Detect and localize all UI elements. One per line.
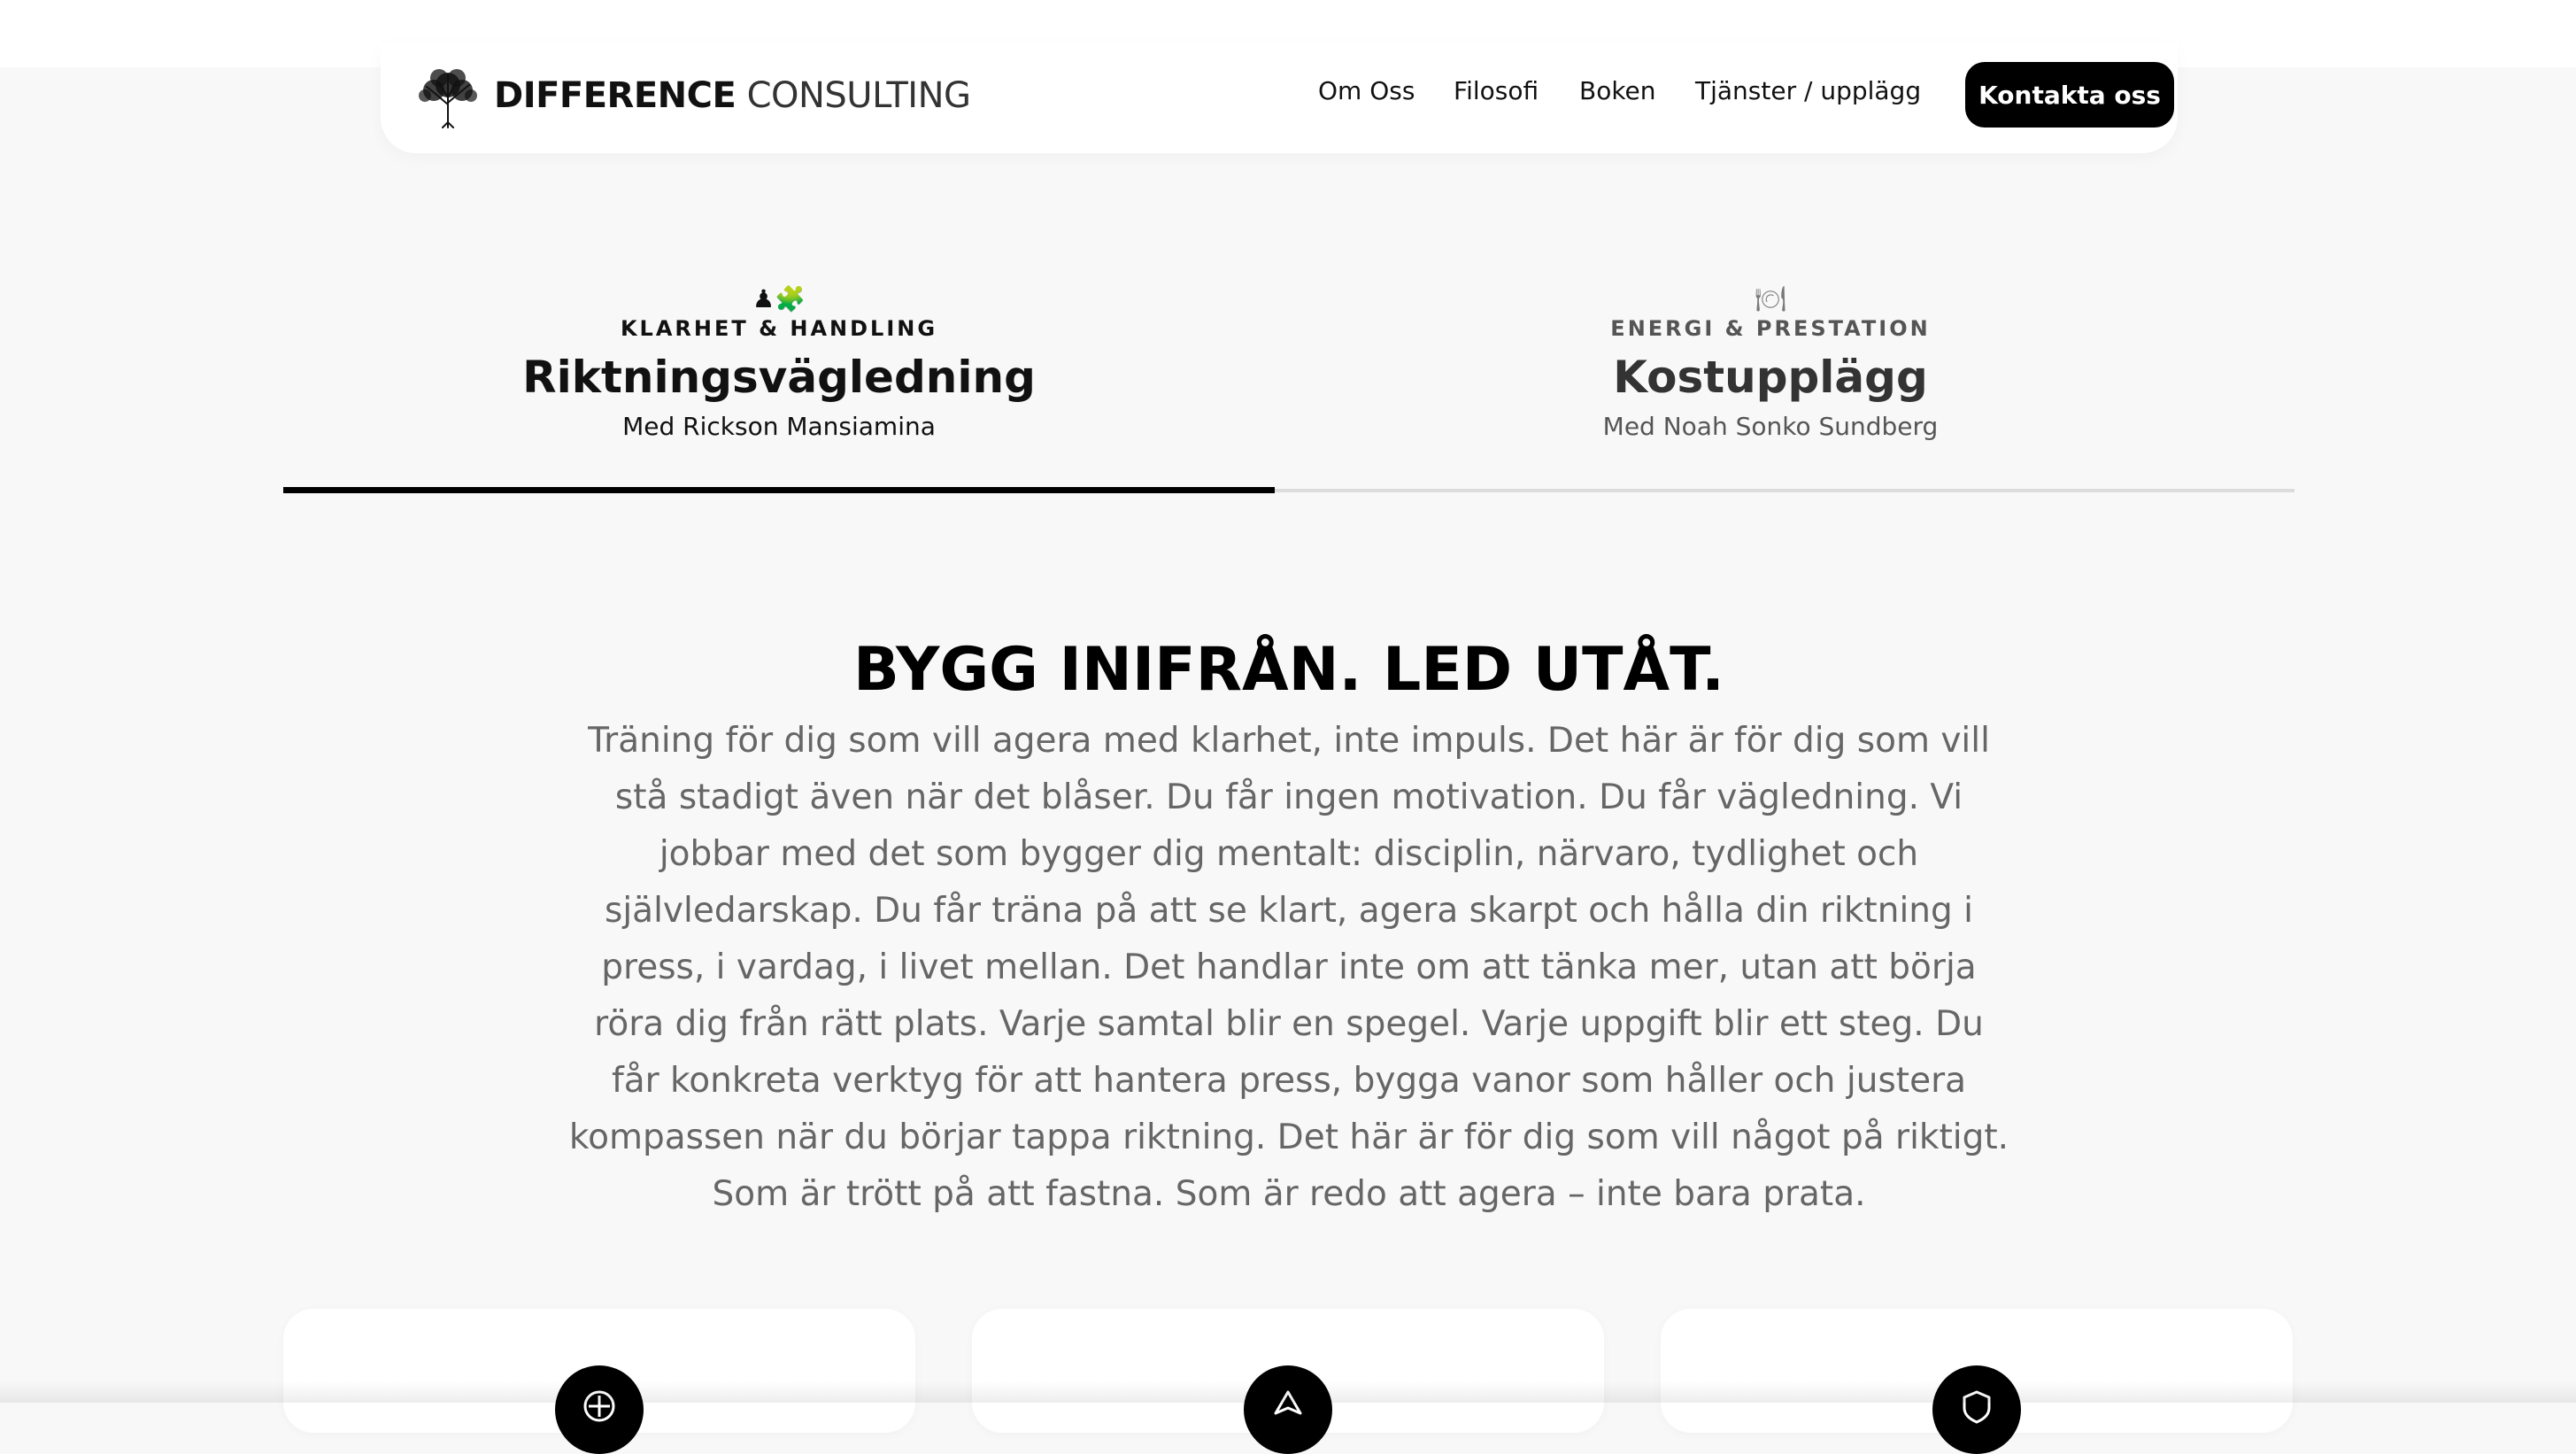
nav-link-om-oss[interactable]: Om Oss (1318, 76, 1415, 105)
brand-name (494, 75, 971, 116)
nav-link-filosofi[interactable]: Filosofi (1454, 76, 1539, 105)
tab-title: Kostupplägg (1613, 352, 1928, 403)
section-body: Träning för dig som vill agera med klarhet, inte impuls. Det här är för dig som vill stå stadigt även när det blåser. Du får ingen motivation. Du får vägledning. Vi jobbar med det som bygger dig mentalt: disciplin, närvaro, tydlighet och självledarskap. Du får träna på att se klart, agera skarpt och hålla din riktning i press, i vardag, i livet mellan. Det handlar inte om att tänka mer, utan att börja röra dig från rätt plats. Varje samtal blir en spegel. Varje uppgift blir ett steg. Du får konkreta verktyg för att hantera press, bygga vanor som håller och justera kompassen när du börjar tappa riktning. Det här är för dig som vill något på riktigt. Som är trött på att fastna. Som är redo att agera – inte bara prata. (568, 721, 2009, 1214)
tab-subtitle: Med Noah Sonko Sundberg (1602, 412, 1939, 441)
plate-icon: 🍽 (1755, 284, 1786, 313)
shield-icon (1932, 1365, 2021, 1454)
chess-puzzle-icon: ♟🧩 (752, 284, 806, 313)
brand-logo[interactable] (413, 60, 971, 131)
tab-subtitle: Med Rickson Mansiamina (622, 412, 936, 441)
bottom-shadow (0, 1381, 2576, 1403)
brand-name-light: CONSULTING (746, 75, 971, 116)
brand-name-bold: DIFFERENCE (494, 75, 737, 116)
tab-kostupplagg[interactable] (1275, 283, 2266, 445)
feature-card (972, 1309, 1604, 1433)
arrow-up-icon (1244, 1365, 1332, 1454)
tab-title: Riktningsvägledning (522, 352, 1036, 403)
tab-active-indicator (283, 487, 1275, 493)
feature-card (1661, 1309, 2293, 1433)
tree-icon (413, 60, 483, 131)
tab-eyebrow: ENERGI & PRESTATION (1610, 316, 1931, 341)
section-headline: BYGG INIFRÅN. LED UTÅT. (852, 635, 1725, 705)
nav-link-boken[interactable]: Boken (1579, 76, 1656, 105)
tab-eyebrow: KLARHET & HANDLING (620, 316, 938, 341)
contact-button[interactable]: Kontakta oss (1965, 62, 2174, 128)
nav-link-tjanster[interactable]: Tjänster / upplägg (1695, 76, 1922, 105)
tab-riktningsvagledning[interactable] (283, 283, 1275, 445)
feature-card (283, 1309, 915, 1433)
compass-icon (555, 1365, 644, 1454)
